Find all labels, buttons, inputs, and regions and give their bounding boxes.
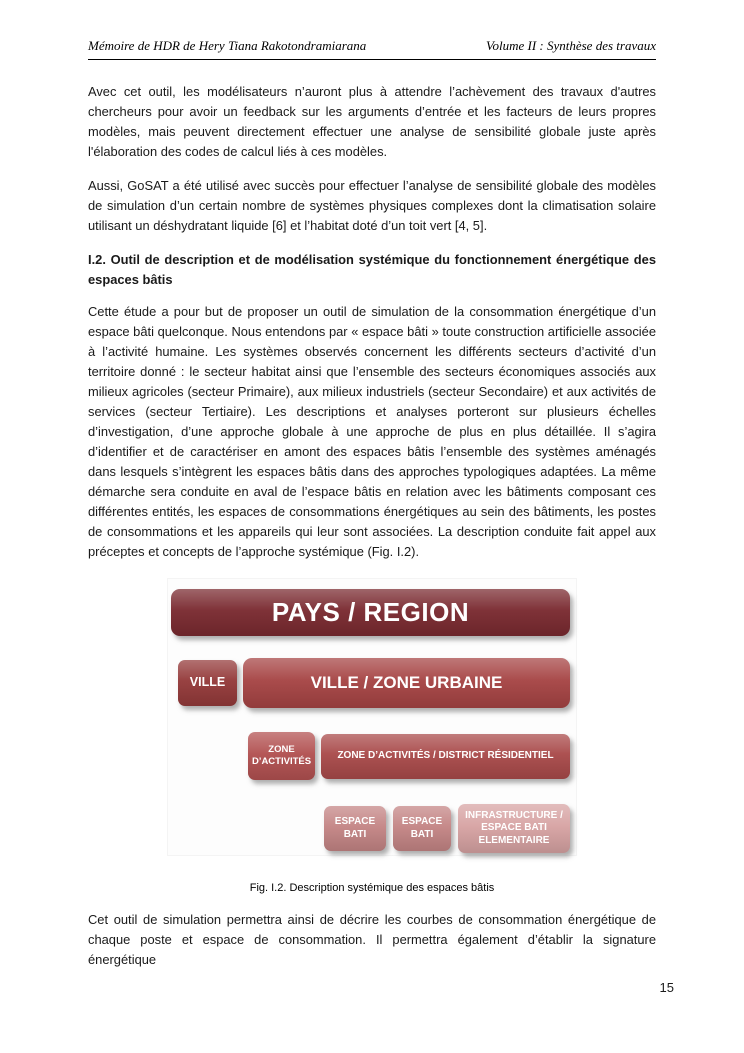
paragraph-study-description: Cette étude a pour but de proposer un outil de simulation de la consommation énergétique d’un espace bâti quelconque. Nous entendons par « espace bâti » toute construction artificielle associée à l’activité humaine. Les systèmes observés concernent les différents secteurs d’activité d’un territoire donné : le secteur habitat ainsi que l’ensemble des secteurs économiques associés aux milieux agricoles (secteur Primaire), aux milieux industriels (secteur Secondaire) et aux activités de services (secteur Tertiaire). Les descriptions et analyses porteront sur plusieurs échelles d’investigation, d’une approche globale à une approche de plus en plus détaillée. Il s’agira d’identifier et de caractériser en amont des espaces bâtis l’ensemble des systèmes aménagés dans lesquels s’intègrent les espaces bâtis dans des approches typologiques adaptées. La même démarche sera conduite en aval de l’espace bâtis en relation avec les bâtiments composant ces différentes entités, les espaces de consommations énergétiques au sein des bâtiments, les postes de consommations et les appareils qui leur sont associées. La description conduite fait appel aux préceptes et concepts de l’approche systémique (Fig. I.2). [88,304,656,559]
diagram-box-ville: VILLE [178,660,237,706]
header-volume-title: Volume II : Synthèse des travaux [485,38,656,53]
diagram-box-infrastructure-espace-bati-elementaire: INFRASTRUCTURE / ESPACE BATI ELEMENTAIRE [458,804,570,853]
figure-caption: Fig. I.2. Description systémique des espaces bâtis [249,882,495,894]
paragraph-conclusion: Cet outil de simulation permettra ainsi de décrire les courbes de consommation énergétique de chaque poste et espace de consommation. Il permettra également d’établir la signature énergétique [88,912,656,967]
section-heading-i2: I.2. Outil de description et de modélisation systémique du fonctionnement énergétique des espaces bâtis [88,252,656,287]
paragraph-gosat-applications: Aussi, GoSAT a été utilisé avec succès pour effectuer l’analyse de sensibilité globale des modèles de simulation d’un certain nombre de systèmes physiques complexes dont la climatisation solaire utilisant un déshydratant liquide [6] et l’habitat doté d’un toit vert [4, 5]. [88,178,656,233]
diagram-box-zone-district-residentiel: ZONE D’ACTIVITÉS / DISTRICT RÉSIDENTIEL [321,734,570,779]
diagram-box-espace-bati-1: ESPACE BATI [324,806,386,851]
page-header [88,38,656,60]
page-number: 15 [659,980,674,995]
figure-systemic-diagram [167,578,577,856]
diagram-box-espace-bati-2: ESPACE BATI [393,806,451,851]
paragraph-gosat-feedback: Avec cet outil, les modélisateurs n’auront plus à attendre l’achèvement des travaux d'autres chercheurs pour avoir un feedback sur les arguments d’entrée et les facteurs de leurs propres modèles, mais peuvent directement effectuer une analyse de sensibilité globale juste après l'élaboration des codes de calcul liés à ces modèles. [88,84,656,159]
diagram-box-pays-region: PAYS / REGION [171,589,570,636]
diagram-box-zone-activites: ZONE D’ACTIVITÉS [248,732,315,780]
header-running-title: Mémoire de HDR de Hery Tiana Rakotondramiarana [88,38,367,53]
diagram-box-ville-zone-urbaine: VILLE / ZONE URBAINE [243,658,570,708]
